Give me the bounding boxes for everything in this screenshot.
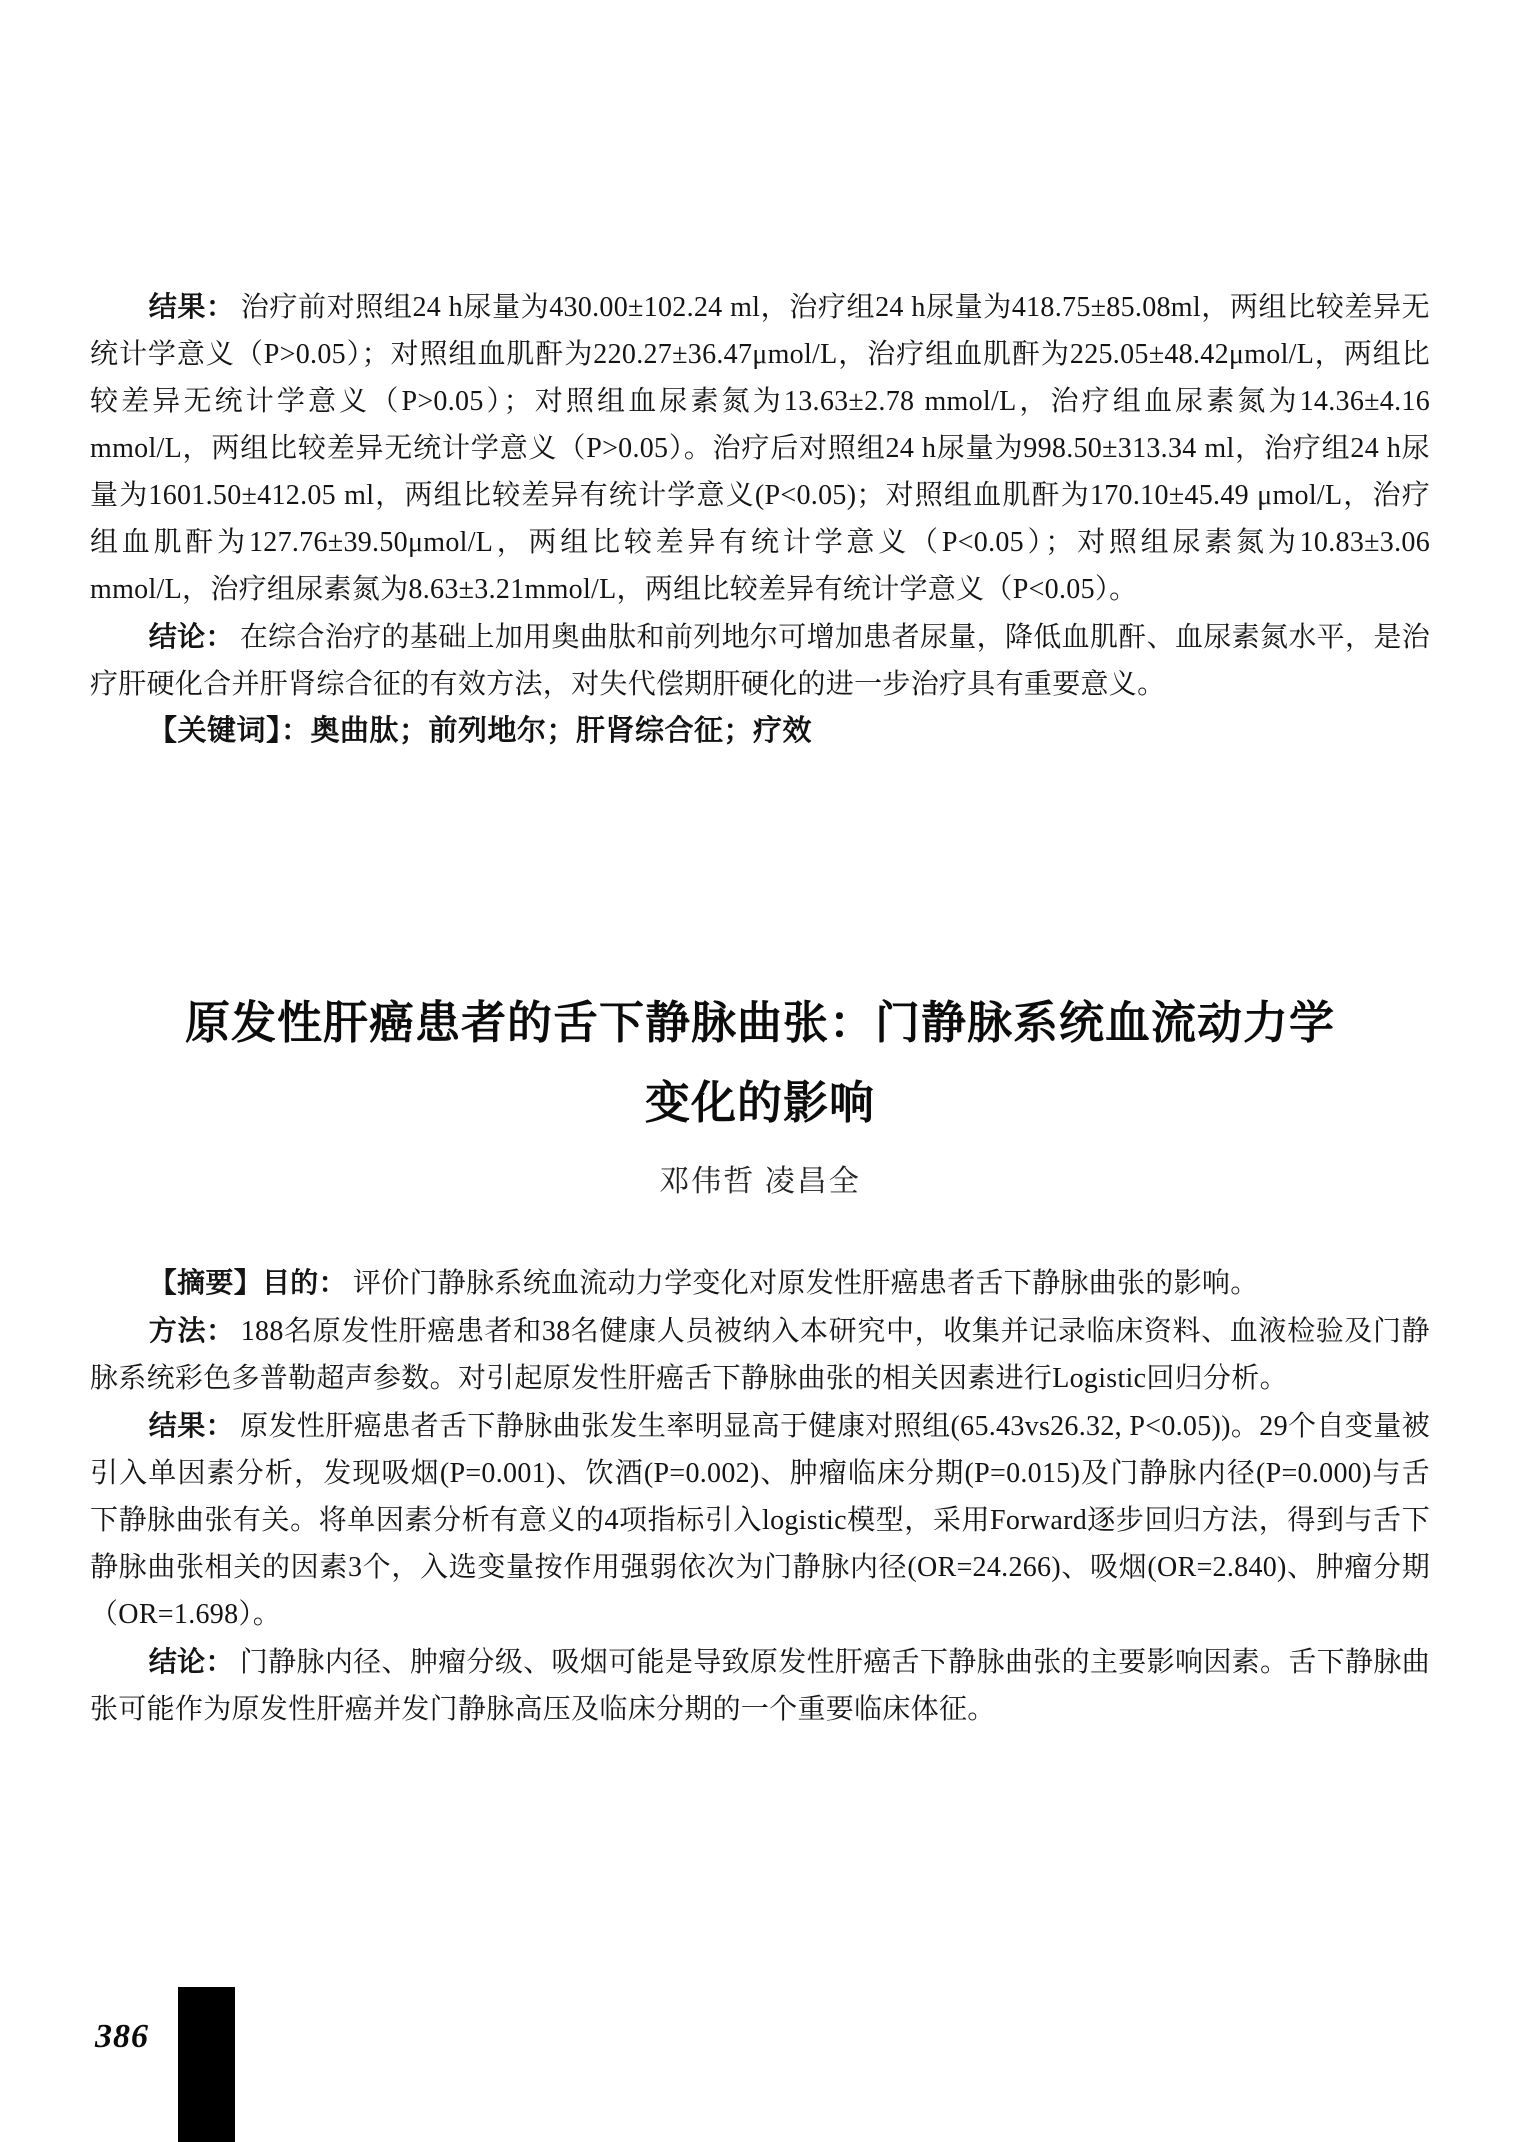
abstract-conclusion-paragraph (90, 1638, 1430, 1733)
abstract-results-paragraph (90, 1402, 1430, 1638)
abstract-conclusion-text: 门静脉内径、肿瘤分级、吸烟可能是导致原发性肝癌舌下静脉曲张的主要影响因素。舌下静脉曲张可能作为原发性肝癌并发门静脉高压及临床分期的一个重要临床体征。 (90, 1647, 1430, 1725)
abstract-conclusion-label: 结论： (148, 1646, 234, 1677)
article-authors: 邓伟哲 凌昌全 (659, 1165, 861, 1198)
abstract-block (90, 1259, 1430, 1733)
abstract-objective-label: 【摘要】目的： (148, 1267, 347, 1298)
abstract-methods-paragraph (90, 1307, 1430, 1402)
abstract-methods-label: 方法： (148, 1315, 235, 1346)
prev-results-paragraph (90, 283, 1430, 613)
abstract-methods-text: 188名原发性肝癌患者和38名健康人员被纳入本研究中，收集并记录临床资料、血液检验及门静脉系统彩色多普勒超声参数。对引起原发性肝癌舌下静脉曲张的相关因素进行Logistic回归分析。 (90, 1316, 1430, 1394)
page-content (90, 283, 1430, 1733)
abstract-objective-paragraph (90, 1259, 1430, 1307)
article-title-line1: 原发性肝癌患者的舌下静脉曲张：门静脉系统血流动力学 (184, 997, 1335, 1048)
article-title-line2: 变化的影响 (644, 1077, 875, 1128)
prev-conclusion-text: 在综合治疗的基础上加用奥曲肽和前列地尔可增加患者尿量，降低血肌酐、血尿素氮水平，是治疗肝硬化合并肝肾综合征的有效方法，对失代偿期肝硬化的进一步治疗具有重要意义。 (90, 622, 1430, 700)
prev-keywords-text: 奥曲肽；前列地尔；肝肾综合征；疗效 (310, 715, 813, 747)
footer-black-bar (178, 1987, 235, 2142)
prev-conclusion-label: 结论： (148, 621, 234, 652)
abstract-objective-text: 评价门静脉系统血流动力学变化对原发性肝癌患者舌下静脉曲张的影响。 (352, 1268, 1259, 1299)
prev-keywords-paragraph (90, 708, 1430, 755)
prev-results-text: 治疗前对照组24 h尿量为430.00±102.24 ml，治疗组24 h尿量为418.75±85.08ml，两组比较差异无统计学意义（P>0.05）；对照组血肌酐为220.27±36.47μmol/L，治疗组血肌酐为225.05±48.42μmol/L，两组比较差异无统计学意义（P>0.05）；对照组血尿素氮为13.63±2.78 mmol/L，治疗组血尿素氮为14.36±4.16 mmol/L，两组比较差异无统计学意义（P>0.05）。治疗后对照组24 h尿量为998.50±313.34 ml，治疗组24 h尿量为1601.50±412.05 ml，两组比较差异有统计学意义(P<0.05)；对照组血肌酐为170.10±45.49 μmol/L，治疗组血肌酐为127.76±39.50μmol/L，两组比较差异有统计学意义（P<0.05）；对照组尿素氮为10.83±3.06 mmol/L，治疗组尿素氮为8.63±3.21mmol/L，两组比较差异有统计学意义（P<0.05）。 (90, 292, 1430, 605)
abstract-results-text: 原发性肝癌患者舌下静脉曲张发生率明显高于健康对照组(65.43vs26.32, P<0.05))。29个自变量被引入单因素分析，发现吸烟(P=0.001)、饮酒(P=0.002)、肿瘤临床分期(P=0.015)及门静脉内径(P=0.000)与舌下静脉曲张有关。将单因素分析有意义的4项指标引入logistic模型，采用Forward逐步回归方法，得到与舌下静脉曲张相关的因素3个，入选变量按作用强弱依次为门静脉内径(OR=24.266)、吸烟(OR=2.840)、肿瘤分期（OR=1.698）。 (90, 1411, 1430, 1630)
prev-results-label: 结果： (148, 291, 235, 322)
page-number: 386 (95, 2018, 149, 2055)
article-title (90, 983, 1430, 1143)
abstract-results-label: 结果： (148, 1410, 235, 1441)
prev-conclusion-paragraph (90, 613, 1430, 708)
prev-keywords-label: 【关键词】： (148, 715, 311, 747)
